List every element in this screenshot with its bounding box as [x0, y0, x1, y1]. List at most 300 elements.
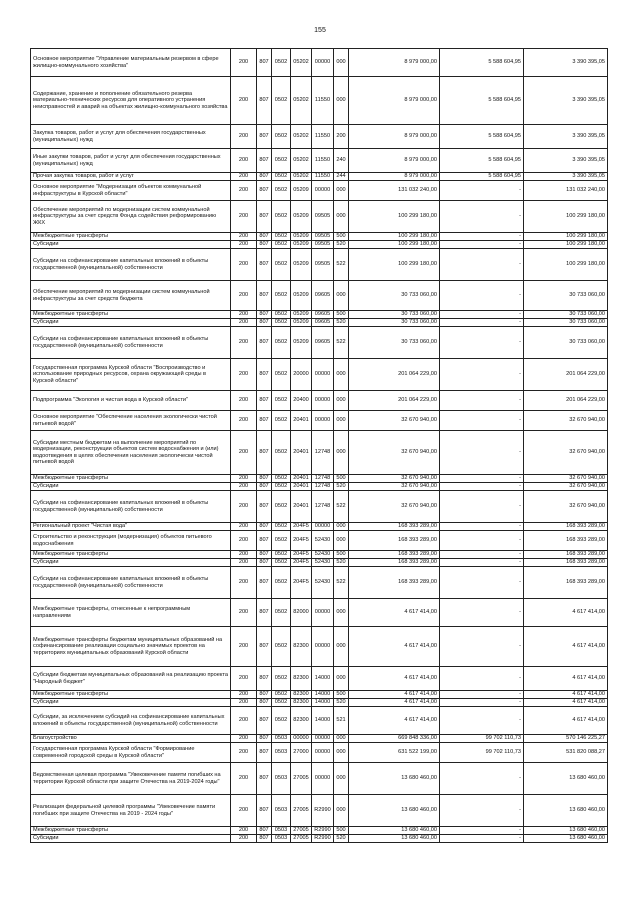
row-code-gr: 200 — [231, 149, 257, 173]
row-code-program: 82000 — [291, 599, 312, 627]
row-code-rz: 0502 — [272, 551, 291, 559]
row-sum-plan: 8 979 000,00 — [349, 173, 440, 181]
row-sum-executed: - — [440, 359, 524, 391]
table-row — [31, 559, 608, 567]
row-code-rz: 0503 — [272, 827, 291, 835]
row-sum-executed: 5 588 604,95 — [440, 49, 524, 77]
row-code-vr: 500 — [334, 827, 349, 835]
row-sum-executed: - — [440, 475, 524, 483]
row-code-direction: 00000 — [312, 359, 334, 391]
row-sum-plan: 100 299 180,00 — [349, 241, 440, 249]
row-code-rz: 0502 — [272, 567, 291, 599]
row-sum-plan: 168 393 289,00 — [349, 523, 440, 531]
row-code-ved: 807 — [257, 667, 272, 691]
row-sum-executed: - — [440, 699, 524, 707]
row-code-gr: 200 — [231, 707, 257, 735]
row-code-vr: 000 — [334, 763, 349, 795]
row-code-ved: 807 — [257, 391, 272, 411]
row-code-program: 00000 — [291, 735, 312, 743]
row-sum-executed: - — [440, 627, 524, 667]
row-code-direction: 52430 — [312, 551, 334, 559]
row-code-vr: 000 — [334, 735, 349, 743]
row-code-gr: 200 — [231, 319, 257, 327]
row-code-vr: 520 — [334, 483, 349, 491]
row-name: Строительство и реконструкция (модернизация) объектов питьевого водоснабжения — [31, 531, 231, 551]
row-code-ved: 807 — [257, 201, 272, 233]
row-sum-executed: - — [440, 411, 524, 431]
row-code-vr: 520 — [334, 241, 349, 249]
row-sum-remaining: 3 390 395,05 — [524, 77, 608, 125]
row-code-direction: 12748 — [312, 475, 334, 483]
row-sum-executed: - — [440, 391, 524, 411]
row-name: Основное мероприятие "Модернизация объектов коммунальной инфраструктуры в Курской области" — [31, 181, 231, 201]
row-sum-plan: 30 733 060,00 — [349, 319, 440, 327]
table-row — [31, 691, 608, 699]
row-code-program: 82300 — [291, 691, 312, 699]
row-code-ved: 807 — [257, 483, 272, 491]
row-sum-plan: 669 848 336,00 — [349, 735, 440, 743]
row-code-vr: 520 — [334, 559, 349, 567]
row-code-program: 05209 — [291, 319, 312, 327]
row-code-gr: 200 — [231, 599, 257, 627]
row-sum-executed: - — [440, 483, 524, 491]
table-row — [31, 531, 608, 551]
row-sum-remaining: 13 680 460,00 — [524, 835, 608, 843]
row-code-direction: 52430 — [312, 559, 334, 567]
row-code-vr: 500 — [334, 551, 349, 559]
row-code-rz: 0503 — [272, 743, 291, 763]
row-sum-plan: 4 617 414,00 — [349, 599, 440, 627]
row-sum-plan: 32 670 940,00 — [349, 411, 440, 431]
row-code-program: 27005 — [291, 827, 312, 835]
row-code-direction: 00000 — [312, 763, 334, 795]
row-code-program: 20401 — [291, 475, 312, 483]
row-sum-executed: - — [440, 835, 524, 843]
row-sum-plan: 13 680 460,00 — [349, 835, 440, 843]
row-code-ved: 807 — [257, 551, 272, 559]
row-sum-remaining: 13 680 460,00 — [524, 763, 608, 795]
row-sum-executed: - — [440, 311, 524, 319]
row-code-program: 05202 — [291, 49, 312, 77]
row-name: Закупка товаров, работ и услуг для обеспечения государственных (муниципальных) нужд — [31, 125, 231, 149]
row-name: Ведомственная целевая программа "Увековечение памяти погибших на территории Курской области при защите Отечества на 2019-2024 годы" — [31, 763, 231, 795]
row-code-program: 05209 — [291, 201, 312, 233]
row-code-vr: 500 — [334, 691, 349, 699]
row-code-program: 05209 — [291, 181, 312, 201]
row-code-direction: 09605 — [312, 327, 334, 359]
row-code-gr: 200 — [231, 827, 257, 835]
row-sum-remaining: 4 617 414,00 — [524, 627, 608, 667]
row-code-direction: 09605 — [312, 311, 334, 319]
table-row — [31, 827, 608, 835]
row-code-program: 27005 — [291, 835, 312, 843]
row-code-direction: 14000 — [312, 707, 334, 735]
row-sum-plan: 4 617 414,00 — [349, 691, 440, 699]
row-sum-remaining: 168 393 289,00 — [524, 567, 608, 599]
row-code-gr: 200 — [231, 391, 257, 411]
row-sum-plan: 100 299 180,00 — [349, 249, 440, 281]
row-code-rz: 0502 — [272, 173, 291, 181]
row-sum-remaining: 168 393 289,00 — [524, 523, 608, 531]
row-code-vr: 000 — [334, 49, 349, 77]
row-name: Субсидии на софинансирование капитальных вложений в объекты государственной (муниципальной) собственности — [31, 327, 231, 359]
table-row — [31, 411, 608, 431]
row-sum-plan: 4 617 414,00 — [349, 627, 440, 667]
table-row — [31, 241, 608, 249]
row-code-gr: 200 — [231, 567, 257, 599]
row-code-direction: 00000 — [312, 411, 334, 431]
row-sum-remaining: 4 617 414,00 — [524, 667, 608, 691]
table-row — [31, 327, 608, 359]
row-name: Содержание, хранение и пополнение обязательного резерва материально-технических ресурсов для оперативного устранения неисправностей и аварий на объектах жилищно-коммунального хозяйства — [31, 77, 231, 125]
row-sum-executed: - — [440, 181, 524, 201]
row-code-direction: 11550 — [312, 149, 334, 173]
row-code-ved: 807 — [257, 531, 272, 551]
row-sum-executed: - — [440, 827, 524, 835]
row-code-gr: 200 — [231, 667, 257, 691]
table-row — [31, 319, 608, 327]
row-sum-executed: - — [440, 763, 524, 795]
row-sum-executed: - — [440, 707, 524, 735]
row-code-rz: 0502 — [272, 359, 291, 391]
row-sum-executed: - — [440, 431, 524, 475]
row-code-ved: 807 — [257, 523, 272, 531]
row-sum-executed: 5 588 604,95 — [440, 173, 524, 181]
row-code-vr: 000 — [334, 77, 349, 125]
row-code-direction: 09605 — [312, 281, 334, 311]
row-name: Субсидии на софинансирование капитальных вложений в объекты государственной (муниципальной) собственности — [31, 567, 231, 599]
table-row — [31, 743, 608, 763]
table-row — [31, 125, 608, 149]
row-code-ved: 807 — [257, 327, 272, 359]
row-code-ved: 807 — [257, 475, 272, 483]
row-code-gr: 200 — [231, 627, 257, 667]
row-code-ved: 807 — [257, 181, 272, 201]
row-sum-executed: - — [440, 599, 524, 627]
row-name: Прочая закупка товаров, работ и услуг — [31, 173, 231, 181]
row-code-ved: 807 — [257, 233, 272, 241]
row-code-ved: 807 — [257, 491, 272, 523]
row-sum-plan: 13 680 460,00 — [349, 827, 440, 835]
budget-table-container — [30, 48, 607, 843]
row-code-gr: 200 — [231, 551, 257, 559]
table-row — [31, 49, 608, 77]
row-sum-remaining: 32 670 940,00 — [524, 431, 608, 475]
table-row — [31, 735, 608, 743]
row-code-vr: 000 — [334, 359, 349, 391]
row-sum-remaining: 13 680 460,00 — [524, 795, 608, 827]
row-code-program: 82300 — [291, 667, 312, 691]
row-sum-remaining: 30 733 060,00 — [524, 311, 608, 319]
row-code-vr: 000 — [334, 795, 349, 827]
row-code-vr: 000 — [334, 201, 349, 233]
row-sum-executed: - — [440, 241, 524, 249]
row-code-gr: 200 — [231, 411, 257, 431]
row-code-ved: 807 — [257, 49, 272, 77]
row-code-program: 20000 — [291, 359, 312, 391]
row-sum-remaining: 30 733 060,00 — [524, 319, 608, 327]
row-code-rz: 0502 — [272, 181, 291, 201]
row-code-gr: 200 — [231, 491, 257, 523]
row-code-rz: 0502 — [272, 699, 291, 707]
row-code-vr: 000 — [334, 523, 349, 531]
row-code-rz: 0502 — [272, 667, 291, 691]
row-code-ved: 807 — [257, 735, 272, 743]
row-code-direction: 52430 — [312, 531, 334, 551]
row-code-ved: 807 — [257, 149, 272, 173]
row-code-rz: 0503 — [272, 735, 291, 743]
row-code-rz: 0502 — [272, 431, 291, 475]
row-sum-remaining: 168 393 289,00 — [524, 559, 608, 567]
row-sum-plan: 30 733 060,00 — [349, 281, 440, 311]
row-sum-remaining: 168 393 289,00 — [524, 531, 608, 551]
row-code-program: 27005 — [291, 795, 312, 827]
row-name: Региональный проект "Чистая вода" — [31, 523, 231, 531]
row-code-direction: 00000 — [312, 49, 334, 77]
row-sum-executed: - — [440, 281, 524, 311]
row-sum-executed: - — [440, 319, 524, 327]
row-code-direction: 11550 — [312, 125, 334, 149]
row-sum-remaining: 32 670 940,00 — [524, 491, 608, 523]
row-code-vr: 500 — [334, 233, 349, 241]
table-row — [31, 431, 608, 475]
row-sum-executed: - — [440, 559, 524, 567]
row-name: Благоустройство — [31, 735, 231, 743]
row-code-program: 204F5 — [291, 551, 312, 559]
row-code-program: 20401 — [291, 491, 312, 523]
row-sum-executed: - — [440, 691, 524, 699]
row-code-vr: 000 — [334, 531, 349, 551]
row-sum-plan: 4 617 414,00 — [349, 667, 440, 691]
row-code-rz: 0502 — [272, 281, 291, 311]
row-code-program: 20400 — [291, 391, 312, 411]
row-sum-executed: 5 588 604,95 — [440, 77, 524, 125]
row-sum-executed: - — [440, 327, 524, 359]
row-sum-plan: 168 393 289,00 — [349, 567, 440, 599]
row-code-direction: R2990 — [312, 795, 334, 827]
row-sum-executed: - — [440, 523, 524, 531]
row-code-rz: 0502 — [272, 233, 291, 241]
row-code-rz: 0502 — [272, 77, 291, 125]
row-code-gr: 200 — [231, 475, 257, 483]
table-row — [31, 181, 608, 201]
row-code-vr: 522 — [334, 567, 349, 599]
row-code-ved: 807 — [257, 763, 272, 795]
row-code-program: 204F5 — [291, 523, 312, 531]
row-code-program: 05209 — [291, 327, 312, 359]
table-row — [31, 483, 608, 491]
row-code-vr: 000 — [334, 431, 349, 475]
row-sum-plan: 8 979 000,00 — [349, 49, 440, 77]
row-sum-remaining: 100 299 180,00 — [524, 249, 608, 281]
row-code-vr: 500 — [334, 475, 349, 483]
row-sum-plan: 32 670 940,00 — [349, 475, 440, 483]
table-row — [31, 311, 608, 319]
row-sum-plan: 8 979 000,00 — [349, 77, 440, 125]
row-sum-plan: 32 670 940,00 — [349, 491, 440, 523]
row-code-rz: 0502 — [272, 531, 291, 551]
row-sum-executed: - — [440, 531, 524, 551]
row-name: Обеспечение мероприятий по модернизации систем коммунальной инфраструктуры за счет средств Фонда содействия реформированию ЖКХ — [31, 201, 231, 233]
row-sum-remaining: 131 032 240,00 — [524, 181, 608, 201]
row-code-vr: 522 — [334, 249, 349, 281]
row-code-ved: 807 — [257, 173, 272, 181]
row-sum-executed: - — [440, 667, 524, 691]
row-code-rz: 0502 — [272, 559, 291, 567]
row-code-program: 82300 — [291, 627, 312, 667]
row-sum-remaining: 100 299 180,00 — [524, 233, 608, 241]
row-sum-plan: 4 617 414,00 — [349, 699, 440, 707]
row-code-ved: 807 — [257, 827, 272, 835]
row-code-ved: 807 — [257, 567, 272, 599]
row-code-direction: 12748 — [312, 431, 334, 475]
row-code-direction: 11550 — [312, 77, 334, 125]
row-name: Государственная программа Курской области "Формирование современной городской среды в Курской области" — [31, 743, 231, 763]
row-sum-remaining: 4 617 414,00 — [524, 691, 608, 699]
row-code-vr: 200 — [334, 125, 349, 149]
row-code-direction: 00000 — [312, 627, 334, 667]
row-code-vr: 000 — [334, 599, 349, 627]
table-row — [31, 249, 608, 281]
row-code-gr: 200 — [231, 249, 257, 281]
row-code-rz: 0502 — [272, 599, 291, 627]
row-code-vr: 000 — [334, 627, 349, 667]
row-code-rz: 0502 — [272, 149, 291, 173]
row-name: Государственная программа Курской области "Воспроизводство и использование природных ресурсов, охрана окружающей среды в Курской области" — [31, 359, 231, 391]
row-code-ved: 807 — [257, 835, 272, 843]
row-code-rz: 0503 — [272, 795, 291, 827]
row-sum-plan: 13 680 460,00 — [349, 763, 440, 795]
row-code-gr: 200 — [231, 531, 257, 551]
table-row — [31, 567, 608, 599]
row-name: Субсидии местным бюджетам на выполнение мероприятий по модернизации, реконструкции объектов систем водоснабжения и (или) водоотведения в целях обеспечения населения экологически чистой питьевой водой — [31, 431, 231, 475]
row-sum-plan: 30 733 060,00 — [349, 327, 440, 359]
row-code-gr: 200 — [231, 523, 257, 531]
row-code-gr: 200 — [231, 559, 257, 567]
row-code-ved: 807 — [257, 241, 272, 249]
row-code-direction: 09605 — [312, 319, 334, 327]
row-name: Обеспечение мероприятий по модернизации систем коммунальной инфраструктуры за счет средств бюджета — [31, 281, 231, 311]
row-code-direction: 00000 — [312, 181, 334, 201]
page-number: 155 — [314, 27, 326, 34]
row-code-direction: 09505 — [312, 201, 334, 233]
row-code-gr: 200 — [231, 359, 257, 391]
row-sum-executed: - — [440, 551, 524, 559]
row-code-program: 05209 — [291, 233, 312, 241]
row-sum-remaining: 3 390 395,05 — [524, 49, 608, 77]
row-code-gr: 200 — [231, 281, 257, 311]
row-code-gr: 200 — [231, 483, 257, 491]
row-name: Субсидии — [31, 835, 231, 843]
row-code-gr: 200 — [231, 431, 257, 475]
row-code-program: 05209 — [291, 311, 312, 319]
row-code-program: 05202 — [291, 149, 312, 173]
row-sum-remaining: 201 064 229,00 — [524, 359, 608, 391]
row-code-vr: 520 — [334, 699, 349, 707]
row-code-vr: 000 — [334, 281, 349, 311]
row-sum-plan: 8 979 000,00 — [349, 125, 440, 149]
row-code-ved: 807 — [257, 795, 272, 827]
row-name: Реализация федеральной целевой программы "Увековечение памяти погибших при защите Отечества на 2019 - 2024 годы" — [31, 795, 231, 827]
row-code-rz: 0502 — [272, 249, 291, 281]
table-row — [31, 149, 608, 173]
row-sum-remaining: 30 733 060,00 — [524, 327, 608, 359]
row-sum-plan: 100 299 180,00 — [349, 233, 440, 241]
row-sum-remaining: 30 733 060,00 — [524, 281, 608, 311]
row-code-ved: 807 — [257, 699, 272, 707]
table-row — [31, 627, 608, 667]
row-code-direction: 11550 — [312, 173, 334, 181]
table-row — [31, 359, 608, 391]
row-name: Иные закупки товаров, работ и услуг для обеспечения государственных (муниципальных) нужд — [31, 149, 231, 173]
row-code-program: 05209 — [291, 281, 312, 311]
row-code-direction: 14000 — [312, 691, 334, 699]
row-code-gr: 200 — [231, 201, 257, 233]
row-sum-plan: 631 522 199,00 — [349, 743, 440, 763]
row-name: Субсидии — [31, 483, 231, 491]
row-code-gr: 200 — [231, 835, 257, 843]
row-code-vr: 000 — [334, 411, 349, 431]
row-name: Субсидии — [31, 699, 231, 707]
row-sum-remaining: 531 820 088,27 — [524, 743, 608, 763]
row-code-direction: 14000 — [312, 667, 334, 691]
row-code-direction: 09505 — [312, 241, 334, 249]
row-code-program: 05202 — [291, 77, 312, 125]
row-code-ved: 807 — [257, 359, 272, 391]
row-code-program: 204F5 — [291, 567, 312, 599]
row-sum-remaining: 100 299 180,00 — [524, 241, 608, 249]
row-sum-executed: 5 588 604,95 — [440, 125, 524, 149]
row-code-ved: 807 — [257, 559, 272, 567]
row-code-ved: 807 — [257, 627, 272, 667]
row-name: Субсидии на софинансирование капитальных вложений в объекты государственной (муниципальной) собственности — [31, 491, 231, 523]
row-code-gr: 200 — [231, 699, 257, 707]
row-sum-plan: 13 680 460,00 — [349, 795, 440, 827]
row-name: Субсидии, за исключением субсидий на софинансирование капитальных вложений в объекты государственной (муниципальной) собственности — [31, 707, 231, 735]
row-code-gr: 200 — [231, 173, 257, 181]
row-code-program: 82300 — [291, 707, 312, 735]
row-code-vr: 000 — [334, 391, 349, 411]
row-sum-executed: 5 588 604,95 — [440, 149, 524, 173]
row-sum-executed: - — [440, 795, 524, 827]
row-code-vr: 000 — [334, 181, 349, 201]
row-code-gr: 200 — [231, 49, 257, 77]
row-code-vr: 000 — [334, 667, 349, 691]
row-code-vr: 521 — [334, 707, 349, 735]
table-row — [31, 763, 608, 795]
row-sum-remaining: 100 299 180,00 — [524, 201, 608, 233]
row-sum-remaining: 32 670 940,00 — [524, 411, 608, 431]
row-code-gr: 200 — [231, 691, 257, 699]
table-row — [31, 173, 608, 181]
row-code-program: 20401 — [291, 431, 312, 475]
row-code-rz: 0502 — [272, 49, 291, 77]
row-code-rz: 0503 — [272, 835, 291, 843]
row-code-rz: 0502 — [272, 391, 291, 411]
row-sum-plan: 168 393 289,00 — [349, 531, 440, 551]
row-sum-plan: 32 670 940,00 — [349, 431, 440, 475]
row-code-vr: 522 — [334, 327, 349, 359]
row-name: Основное мероприятие "Управление материальным резервом в сфере жилищно-коммунального хозяйства" — [31, 49, 231, 77]
row-sum-executed: 99 702 110,73 — [440, 735, 524, 743]
table-row — [31, 391, 608, 411]
row-sum-remaining: 4 617 414,00 — [524, 699, 608, 707]
row-code-program: 82300 — [291, 699, 312, 707]
row-code-direction: 00000 — [312, 523, 334, 531]
row-code-gr: 200 — [231, 241, 257, 249]
row-sum-executed: - — [440, 567, 524, 599]
row-code-rz: 0502 — [272, 627, 291, 667]
